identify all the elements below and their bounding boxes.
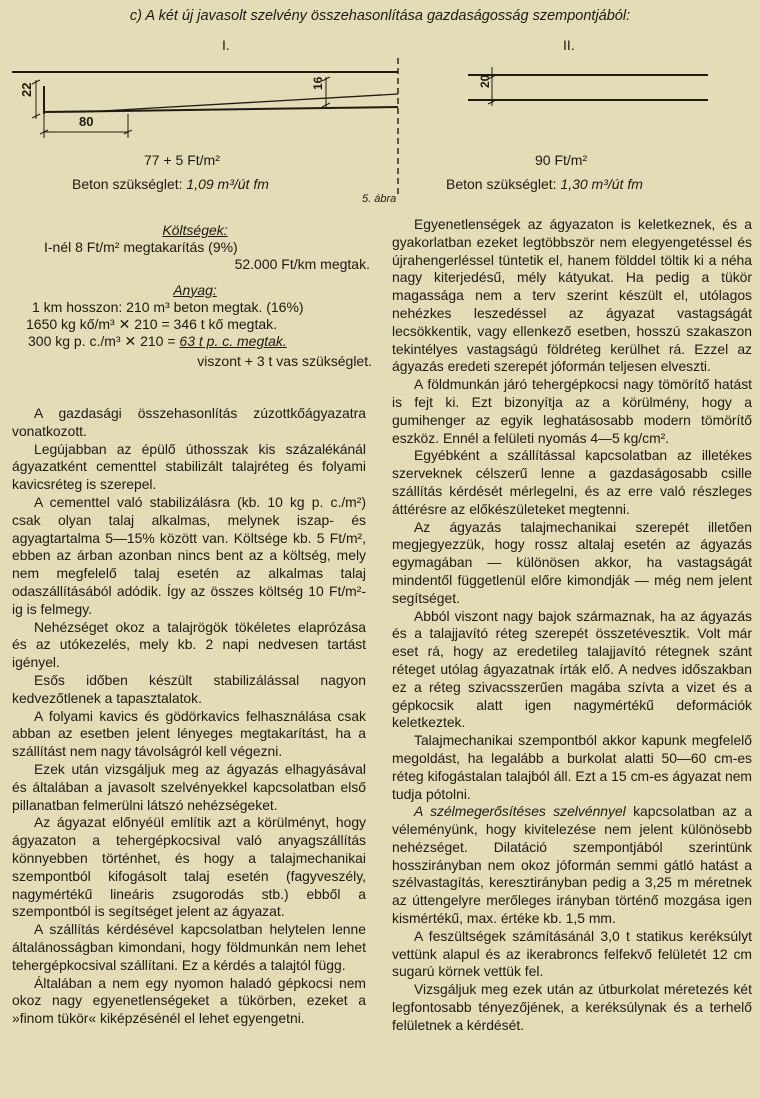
anyag-line-3-a: 300 kg p. c./m³ ✕ 210 = [28,333,180,350]
dim-left-1: 22 [19,82,34,97]
paragraph: Nehézséget okoz a talajrögök tökéletes elaprózása és az utókezelés, mely kb. 2 napi nedvesen tartást igényel. [12,618,366,671]
section-1-concrete-need [72,176,269,192]
koltsegek-line-2: 52.000 Ft/km megtak. [234,256,370,273]
paragraph: Egyébként a szállítással kapcsolatban az illetékes szerveknek célszerű lenne a gazdaságosabb csille szállítás kérdését mérlegelni, és az erre való részleges áttérésre az előkészületeket megtenni. [392,447,752,517]
paragraph: Az ágyazás talajmechanikai szerepét illetően megjegyezzük, hogy rossz altalaj esetén az ágyazás egymagában — különösen akkor, ha vastagságát mindentől függetlenül előre kimondják — még nem jelent segítséget. [392,518,752,606]
figure-caption: 5. ábra [362,193,397,205]
anyag-line-3-b: 63 t p. c. megtak. [179,333,287,350]
section-1-cost: 77 + 5 Ft/m² [144,152,220,168]
paragraph: A gazdasági összehasonlítás zúzottkőágyazatra vonatkozott. [12,405,366,439]
paragraph: A földmunkán járó tehergépkocsi nagy tömörítő hatást is fejt ki. Ezt bizonyítja az a körülmény, hogy a gumihenger az egyik leghatásosabb modern tömörítő eszköz. Ennél a felületi nyomás 4—5 kg/cm². [392,376,752,446]
section-1-drawing [12,58,398,194]
paragraph [392,803,752,928]
paragraph-rest: kapcsolatban az a véleményünk, hogy kivitelezése nem jelent különösebb nehézséget. Dilatáció szempontjából szerintünk hosszirányban nem okoz jóformán semmi gátló hatást a szélvastagítás, keresztirányban pedig a 3,25 m méretnek az úttengelyre merőleges irányban történő mozgása igen kismértékű, max. értéke kb. 1,5 mm. [392,803,752,927]
dim-left-2: 20 [478,74,492,88]
left-column [12,405,366,1028]
anyag-line-1: 1 km hosszon: 210 m³ beton megtak. (16%) [32,298,304,315]
section-2-concrete-need [446,176,643,192]
section-2-cost: 90 Ft/m² [535,152,588,168]
need-value: 1,09 m³/út fm [186,176,269,192]
cost-summary [10,222,380,371]
paragraph: Talajmechanikai szempontból akkor kapunk megfelelő megoldást, ha legalább a burkolat alatti 50—60 cm-es réteg kifogástalan talajból áll. Ezt a 15 cm-es ágyazat nem tudja pótolni. [392,732,752,802]
paragraph: A feszültségek számításánál 3,0 t statikus keréksúlyt vettünk alapul és az ikerabroncs felfekvő felületét 12 cm sugarú körnek vettük fel. [392,927,752,980]
need-label: Beton szükséglet: [72,176,187,192]
paragraph: Legújabban az épülő úthosszak kis százalékánál ágyazatként cementtel stabilizált talajréteg és folyami kavicsréteg is szerepel. [12,440,366,493]
section-2-drawing [468,67,708,106]
paragraph: A cementtel való stabilizálásra (kb. 10 kg p. c./m²) csak olyan talaj alkalmas, melynek iszap- és agyagtartalma 5—15% között van. Költsége kb. 5 Ft/m², ebben az árban azonban nincs bent az a költség, mely nem megfelelő talaj esetén az alkalmas talaj odaszállításából adódik. Így az összes költség 10 Ft/m²-ig is felmegy. [12,493,366,617]
dim-bottom-1: 80 [79,114,94,129]
anyag-line-4: viszont + 3 t vas szükséglet. [197,353,372,370]
section-1-label: I. [222,37,230,53]
koltsegek-line-1: I-nél 8 Ft/m² megtakarítás (9%) [44,239,238,256]
section-2-label: II. [563,37,575,53]
anyag-line-3 [10,333,380,350]
koltsegek-title: Költségek: [162,222,228,238]
paragraph: Egyenetlenségek az ágyazaton is keletkeznek, és a gyakorlatban ezeket legtöbbször nem elegyengetéssel és újrahengerléssel tüntetik el, hanem földdel töltik ki a néha nagy kiterjedésű, mély kátyukat. Ha pedig a tükör magassága nem a terv szerint készült el, utólagos nehézkes leszedéssel az ágyazat vastagságát lecsökkentik, vagy ellenkező esetben, hosszú szakaszon tekintélyes vastagságú földréteg kerülhet rá. Ezzel az ágyazás eredeti szerepét jóformán teljesen elveszti. [392,216,752,375]
anyag-title: Anyag: [173,281,217,298]
paragraph: Esős időben készült stabilizálással nagyon kedvezőtlenek a tapasztalatok. [12,671,366,706]
paragraph: Általában a nem egy nyomon haladó gépkocsi nem okoz nagy egyenetlenségeket a tükörben, ezeket a »finom tükör« kiképzésénél el lehet egyengetni. [12,974,366,1027]
paragraph: A folyami kavics és gödörkavics felhasználása csak abban az esetben jelent lényeges megtakarítást, ha a szállítást nem nagy távolságról kell végezni. [12,707,366,760]
right-column [392,216,752,1035]
paragraph: Az ágyazat előnyéül említik azt a körülményt, hogy ágyazaton a tehergépkocsival való anyagszállítás könnyebben történhet, és hogy a talajmechanikai szempontból kifogásolt talaj esetén (fagyveszély, nagymértékű lineáris zsugorodás stb.) ebből a szempontból is segítséget jelent az ágyazat. [12,814,366,920]
dim-right-1: 16 [311,76,325,90]
need-value: 1,30 m³/út fm [560,176,643,192]
paragraph: Vizsgáljuk meg ezek után az útburkolat méretezés két legfontosabb tényezőjének, a keréksúlynak és a terhelő felületnek a kérdését. [392,981,752,1033]
need-label: Beton szükséglet: [446,176,561,192]
paragraph: Ezek után vizsgáljuk meg az ágyazás elhagyásával és általában a javasolt szelvényekkel kapcsolatban első pillanatban felmerülni látszó nehézségeket. [12,760,366,813]
page-header: c) A két új javasolt szelvény összehasonlítása gazdaságosság szempontjából: [129,8,631,24]
paragraph: Abból viszont nagy bajok származnak, ha az ágyazás és a talajjavító réteg szerepét összetévesztik. Volt már eset rá, hogy az eredetileg talajjavító rétegnek szánt réteget utólag ágyazatnak írták elő. A nedves időszakban ez a réteg szivacsszerűen magába szívta a vizet és a gépkocsik alatt igen nagymértékű deformációk keletkeztek. [392,607,752,731]
paragraph-italic-lead: A szélmegerősítéses szelvénnyel [414,803,626,820]
paragraph: A szállítás kérdésével kapcsolatban helytelen lenne általánosságban kimondani, hogy földmunkán nem lehet tehergépkocsival szállítani. Ez a kérdés a talajtól függ. [12,921,366,973]
anyag-line-2: 1650 kg kő/m³ ✕ 210 = 346 t kő megtak. [26,316,278,333]
